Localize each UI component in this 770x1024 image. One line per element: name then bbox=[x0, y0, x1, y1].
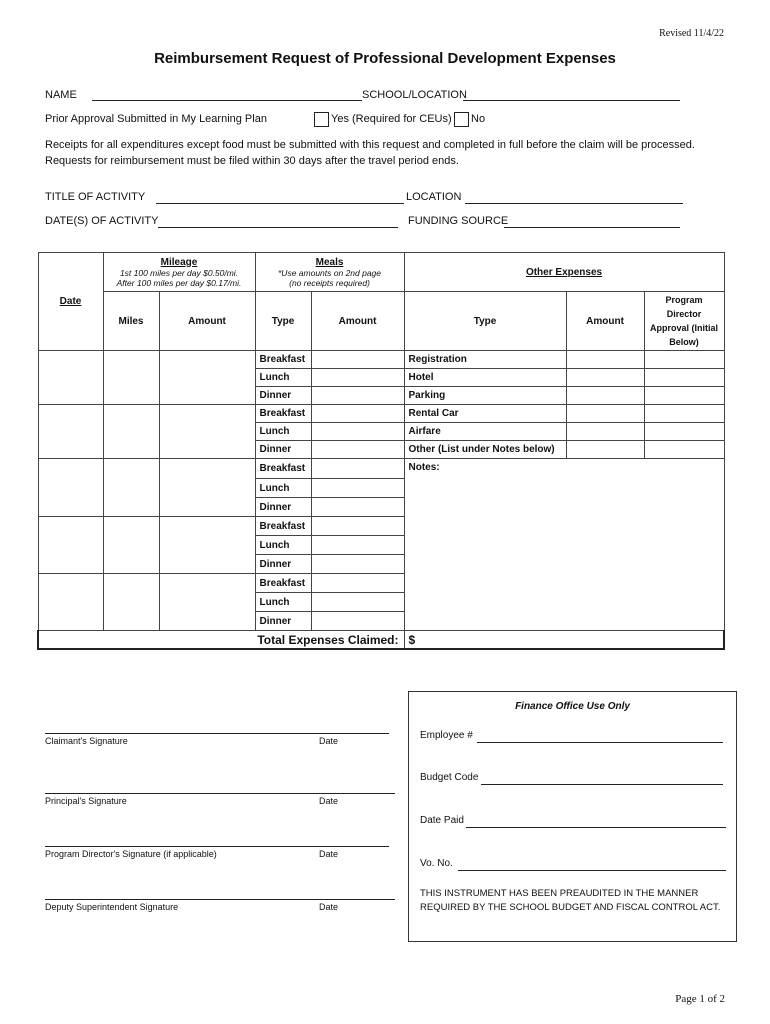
page-number: Page 1 of 2 bbox=[675, 993, 725, 1005]
meal-amount-cell[interactable] bbox=[311, 405, 404, 423]
other-amount-cell[interactable] bbox=[566, 423, 644, 441]
mileage-header: Mileage bbox=[160, 256, 198, 268]
meal-type-cell: Breakfast bbox=[255, 459, 311, 479]
deputy-signature-line[interactable] bbox=[45, 899, 395, 900]
miles-cell[interactable] bbox=[103, 574, 159, 631]
location-field[interactable] bbox=[465, 203, 683, 204]
meal-amount-cell[interactable] bbox=[311, 387, 404, 405]
approval-cell[interactable] bbox=[644, 387, 724, 405]
meals-note-2: (no receipts required) bbox=[289, 277, 370, 288]
meal-amount-cell[interactable] bbox=[311, 441, 404, 459]
page-title: Reimbursement Request of Professional Development Expenses bbox=[154, 50, 616, 67]
mileage-amount-cell[interactable] bbox=[159, 517, 255, 574]
meal-amount-cell[interactable] bbox=[311, 423, 404, 441]
dates-field[interactable] bbox=[158, 227, 398, 228]
date-cell[interactable] bbox=[38, 517, 103, 574]
date-cell[interactable] bbox=[38, 574, 103, 631]
meal-type-cell: Breakfast bbox=[255, 351, 311, 369]
name-field[interactable] bbox=[92, 100, 362, 101]
expense-table bbox=[37, 252, 725, 650]
title-activity-label: TITLE OF ACTIVITY bbox=[45, 191, 146, 203]
meal-amount-cell[interactable] bbox=[311, 351, 404, 369]
date-cell[interactable] bbox=[38, 459, 103, 517]
mileage-rate-2: After 100 miles per day $0.17/mi. bbox=[116, 277, 242, 288]
yes-checkbox[interactable] bbox=[314, 112, 329, 127]
director-signature-line[interactable] bbox=[45, 846, 389, 847]
meal-type-cell: Lunch bbox=[255, 423, 311, 441]
meal-type-cell: Dinner bbox=[255, 441, 311, 459]
meals-header-cell bbox=[255, 253, 404, 292]
miles-cell[interactable] bbox=[103, 351, 159, 405]
principal-signature-line[interactable] bbox=[45, 793, 395, 794]
prior-approval-label: Prior Approval Submitted in My Learning Plan bbox=[45, 113, 267, 125]
revised-date: Revised 11/4/22 bbox=[659, 28, 724, 39]
meal-type-cell: Dinner bbox=[255, 498, 311, 517]
preaudit-statement: THIS INSTRUMENT HAS BEEN PREAUDITED IN THE MANNER REQUIRED BY THE SCHOOL BUDGET AND FISCAL CONTROL ACT. bbox=[420, 888, 721, 913]
claimant-signature-label: Claimant's Signature bbox=[45, 736, 128, 746]
other-type-cell: Other (List under Notes below) bbox=[404, 441, 566, 459]
mileage-amount-cell[interactable] bbox=[159, 351, 255, 405]
meal-amount-cell[interactable] bbox=[311, 593, 404, 612]
approval-cell[interactable] bbox=[644, 369, 724, 387]
meal-type-cell: Lunch bbox=[255, 479, 311, 498]
approval-cell[interactable] bbox=[644, 405, 724, 423]
location-label: LOCATION bbox=[406, 191, 462, 203]
mileage-amount-cell[interactable] bbox=[159, 459, 255, 517]
notes-area[interactable] bbox=[404, 459, 724, 631]
dates-label: DATE(S) OF ACTIVITY bbox=[45, 215, 159, 227]
other-amount-cell[interactable] bbox=[566, 369, 644, 387]
meals-note-1: *Use amounts on 2nd page bbox=[278, 267, 382, 278]
budget-code-field[interactable] bbox=[481, 784, 723, 785]
deputy-signature-label: Deputy Superintendent Signature bbox=[45, 902, 179, 912]
mileage-amount-cell[interactable] bbox=[159, 405, 255, 459]
meal-amount-cell[interactable] bbox=[311, 459, 404, 479]
date-cell[interactable] bbox=[38, 405, 103, 459]
meal-type-cell: Lunch bbox=[255, 536, 311, 555]
other-amount-cell[interactable] bbox=[566, 441, 644, 459]
other-type-col-header: Type bbox=[404, 292, 566, 351]
claimant-date-label: Date bbox=[319, 736, 339, 746]
mileage-rate-1: 1st 100 miles per day $0.50/mi. bbox=[119, 267, 239, 278]
total-label: Total Expenses Claimed: bbox=[38, 631, 404, 650]
other-amount-cell[interactable] bbox=[566, 387, 644, 405]
meal-type-cell: Breakfast bbox=[255, 574, 311, 593]
voucher-field[interactable] bbox=[458, 870, 726, 871]
miles-cell[interactable] bbox=[103, 459, 159, 517]
no-label: No bbox=[471, 113, 486, 125]
meal-amount-col-header: Amount bbox=[311, 292, 404, 351]
school-field[interactable] bbox=[463, 100, 680, 101]
school-label: SCHOOL/LOCATION bbox=[362, 89, 467, 101]
deputy-date-label: Date bbox=[319, 902, 339, 912]
funding-label: FUNDING SOURCE bbox=[408, 215, 509, 227]
meal-amount-cell[interactable] bbox=[311, 479, 404, 498]
finance-title: Finance Office Use Only bbox=[515, 701, 630, 712]
yes-label: Yes (Required for CEUs) bbox=[331, 113, 452, 125]
date-cell[interactable] bbox=[38, 351, 103, 405]
principal-signature-label: Principal's Signature bbox=[45, 796, 127, 806]
approval-cell[interactable] bbox=[644, 441, 724, 459]
total-amount-field[interactable] bbox=[404, 631, 724, 650]
meal-amount-cell[interactable] bbox=[311, 369, 404, 387]
miles-col-header: Miles bbox=[103, 292, 159, 351]
total-currency: $ bbox=[408, 632, 416, 647]
meal-amount-cell[interactable] bbox=[311, 555, 404, 574]
meal-amount-cell[interactable] bbox=[311, 612, 404, 631]
director-date-label: Date bbox=[319, 849, 339, 859]
voucher-label: Vo. No. bbox=[420, 858, 453, 869]
meal-amount-cell[interactable] bbox=[311, 574, 404, 593]
other-type-cell: Rental Car bbox=[404, 405, 566, 423]
other-type-cell: Hotel bbox=[404, 369, 566, 387]
miles-cell[interactable] bbox=[103, 405, 159, 459]
finance-office-box bbox=[408, 691, 737, 942]
meal-amount-cell[interactable] bbox=[311, 498, 404, 517]
meal-type-cell: Lunch bbox=[255, 593, 311, 612]
meal-type-cell: Lunch bbox=[255, 369, 311, 387]
no-checkbox[interactable] bbox=[454, 112, 469, 127]
meals-header: Meals bbox=[315, 256, 344, 268]
employee-field[interactable] bbox=[477, 742, 723, 743]
meal-type-cell: Breakfast bbox=[255, 517, 311, 536]
approval-cell[interactable] bbox=[644, 423, 724, 441]
meal-amount-cell[interactable] bbox=[311, 517, 404, 536]
meal-type-cell: Breakfast bbox=[255, 405, 311, 423]
date-paid-field[interactable] bbox=[466, 827, 726, 828]
meal-type-cell: Dinner bbox=[255, 555, 311, 574]
budget-code-label: Budget Code bbox=[420, 772, 479, 783]
receipts-instructions: Receipts for all expenditures except food must be submitted with this request and completed in full before the claim will be processed. Requests for reimbursement must be filed within 30 days after the travel period ends. bbox=[45, 139, 695, 167]
title-activity-field[interactable] bbox=[156, 203, 404, 204]
notes-label: Notes: bbox=[408, 462, 440, 473]
meal-type-col-header: Type bbox=[255, 292, 311, 351]
other-amount-col-header: Amount bbox=[566, 292, 644, 351]
claimant-signature-line[interactable] bbox=[45, 733, 389, 734]
employee-label: Employee # bbox=[420, 730, 473, 741]
approval-cell[interactable] bbox=[644, 351, 724, 369]
meal-amount-cell[interactable] bbox=[311, 536, 404, 555]
director-signature-label: Program Director's Signature (if applicable) bbox=[45, 849, 217, 859]
meal-type-cell: Dinner bbox=[255, 387, 311, 405]
other-amount-cell[interactable] bbox=[566, 405, 644, 423]
other-amount-cell[interactable] bbox=[566, 351, 644, 369]
other-type-cell: Parking bbox=[404, 387, 566, 405]
mileage-amount-col-header: Amount bbox=[159, 292, 255, 351]
miles-cell[interactable] bbox=[103, 517, 159, 574]
meal-type-cell: Dinner bbox=[255, 612, 311, 631]
mileage-amount-cell[interactable] bbox=[159, 574, 255, 631]
funding-field[interactable] bbox=[504, 227, 680, 228]
name-label: NAME bbox=[45, 89, 77, 101]
other-type-cell: Airfare bbox=[404, 423, 566, 441]
approval-col-header: Program Director Approval (Initial Below) bbox=[644, 292, 724, 351]
date-header: Date bbox=[38, 253, 103, 351]
mileage-header-cell bbox=[103, 253, 255, 292]
principal-date-label: Date bbox=[319, 796, 339, 806]
date-paid-label: Date Paid bbox=[420, 815, 464, 826]
other-type-cell: Registration bbox=[404, 351, 566, 369]
other-expenses-header: Other Expenses bbox=[404, 253, 724, 292]
